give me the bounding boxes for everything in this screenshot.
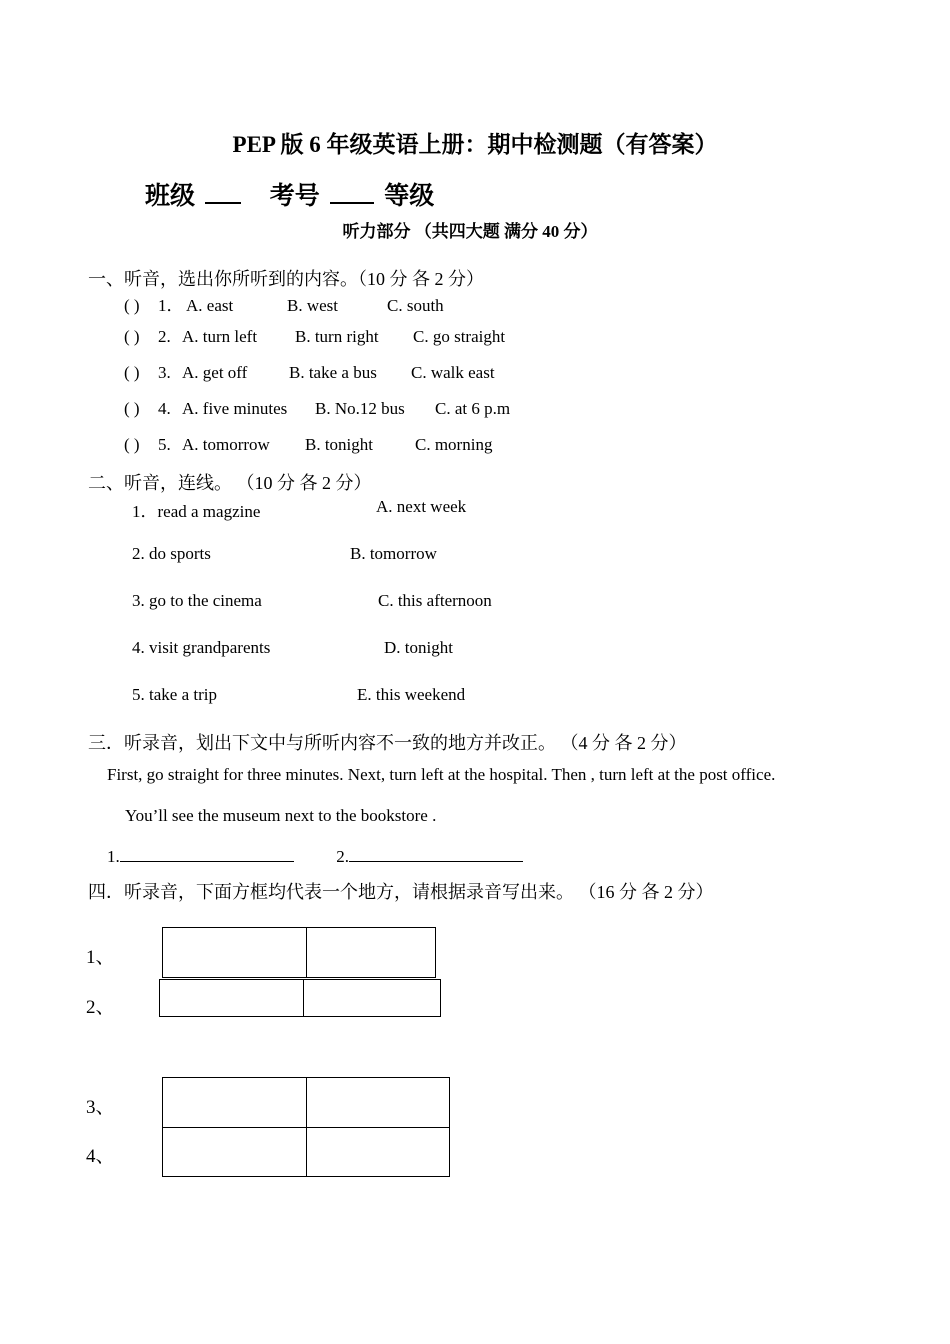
q-num: 1． — [158, 296, 184, 315]
blank-1-label: 1. — [107, 847, 120, 866]
s2-right-item: E. this weekend — [357, 685, 466, 704]
q-num: 4. — [158, 399, 171, 418]
option-c: C. at 6 p.m — [435, 399, 511, 418]
s2-right-item: D. tonight — [384, 638, 453, 657]
option-b: B. No.12 bus — [315, 399, 405, 418]
s2-left-item: 3. go to the cinema — [132, 591, 262, 610]
answer-paren: ( ) — [124, 327, 140, 346]
s2-left-item: 1．read a magzine — [132, 502, 261, 521]
class-label: 班级 — [145, 183, 196, 210]
answer-paren: ( ) — [124, 399, 140, 418]
answer-paren: ( ) — [124, 296, 140, 315]
q-num: 3. — [158, 363, 171, 382]
blank-1-line[interactable] — [120, 847, 294, 862]
answer-paren: ( ) — [124, 435, 140, 454]
s2-left-item: 2. do sports — [132, 544, 211, 563]
blank-2-line[interactable] — [349, 847, 523, 862]
number-blank — [330, 182, 374, 204]
s2-right-item: A. next week — [376, 497, 467, 516]
answer-box-3-4[interactable] — [162, 1077, 450, 1177]
s4-label-2: 2、 — [86, 997, 115, 1018]
blank-2-label: 2. — [336, 847, 349, 866]
option-b: B. turn right — [295, 327, 379, 346]
page-title: PEP 版 6 年级英语上册：期中检测题（有答案） — [232, 132, 718, 157]
section2-heading: 二、听音，连线。 （10 分 各 2 分） — [88, 473, 372, 493]
s3-answer-blanks — [107, 847, 523, 867]
answer-paren: ( ) — [124, 363, 140, 382]
option-a: A. tomorrow — [182, 435, 270, 454]
section-subtitle: 听力部分 （共四大题 满分 40 分） — [342, 222, 598, 241]
option-b: B. take a bus — [289, 363, 377, 382]
option-c: C. walk east — [411, 363, 495, 382]
s1-question-2 — [124, 327, 505, 347]
s4-label-1: 1、 — [86, 947, 115, 968]
s4-label-3: 3、 — [86, 1097, 115, 1118]
s2-right-item: B. tomorrow — [350, 544, 437, 563]
option-b: B. west — [287, 296, 338, 315]
number-label: 考号 — [269, 183, 320, 210]
s1-question-5 — [124, 435, 492, 455]
s1-question-3 — [124, 363, 495, 383]
answer-box-2[interactable] — [159, 979, 441, 1017]
grade-label: 等级 — [384, 183, 435, 210]
option-a: A. five minutes — [182, 399, 288, 418]
q-num: 5. — [158, 435, 171, 454]
student-info-line — [145, 176, 434, 212]
option-c: C. go straight — [413, 327, 506, 346]
option-a: A. turn left — [182, 327, 258, 346]
section1-heading: 一、听音，选出你所听到的内容。（10 分 各 2 分） — [88, 269, 484, 289]
answer-box-1[interactable] — [162, 927, 436, 978]
s4-label-4: 4、 — [86, 1146, 115, 1167]
s2-left-item: 4. visit grandparents — [132, 638, 271, 657]
option-a: A. east — [186, 296, 234, 315]
section3-heading: 三．听录音，划出下文中与所听内容不一致的地方并改正。 （4 分 各 2 分） — [88, 733, 687, 753]
section4-heading: 四．听录音，下面方框均代表一个地方，请根据录音写出来。 （16 分 各 2 分） — [88, 882, 714, 902]
option-c: C. morning — [415, 435, 493, 454]
option-a: A. get off — [182, 363, 248, 382]
s3-passage-line1: First, go straight for three minutes. Next, turn left at the hospital. Then , turn left at the post office. — [107, 765, 776, 784]
s1-question-1 — [124, 291, 444, 316]
option-b: B. tonight — [305, 435, 374, 454]
s2-left-item: 5. take a trip — [132, 685, 217, 704]
s2-right-item: C. this afternoon — [378, 591, 492, 610]
class-blank — [205, 182, 241, 204]
s1-question-4 — [124, 399, 510, 419]
q-num: 2. — [158, 327, 171, 346]
option-c: C. south — [387, 296, 444, 315]
s3-passage-line2: You’ll see the museum next to the bookstore . — [125, 806, 437, 825]
